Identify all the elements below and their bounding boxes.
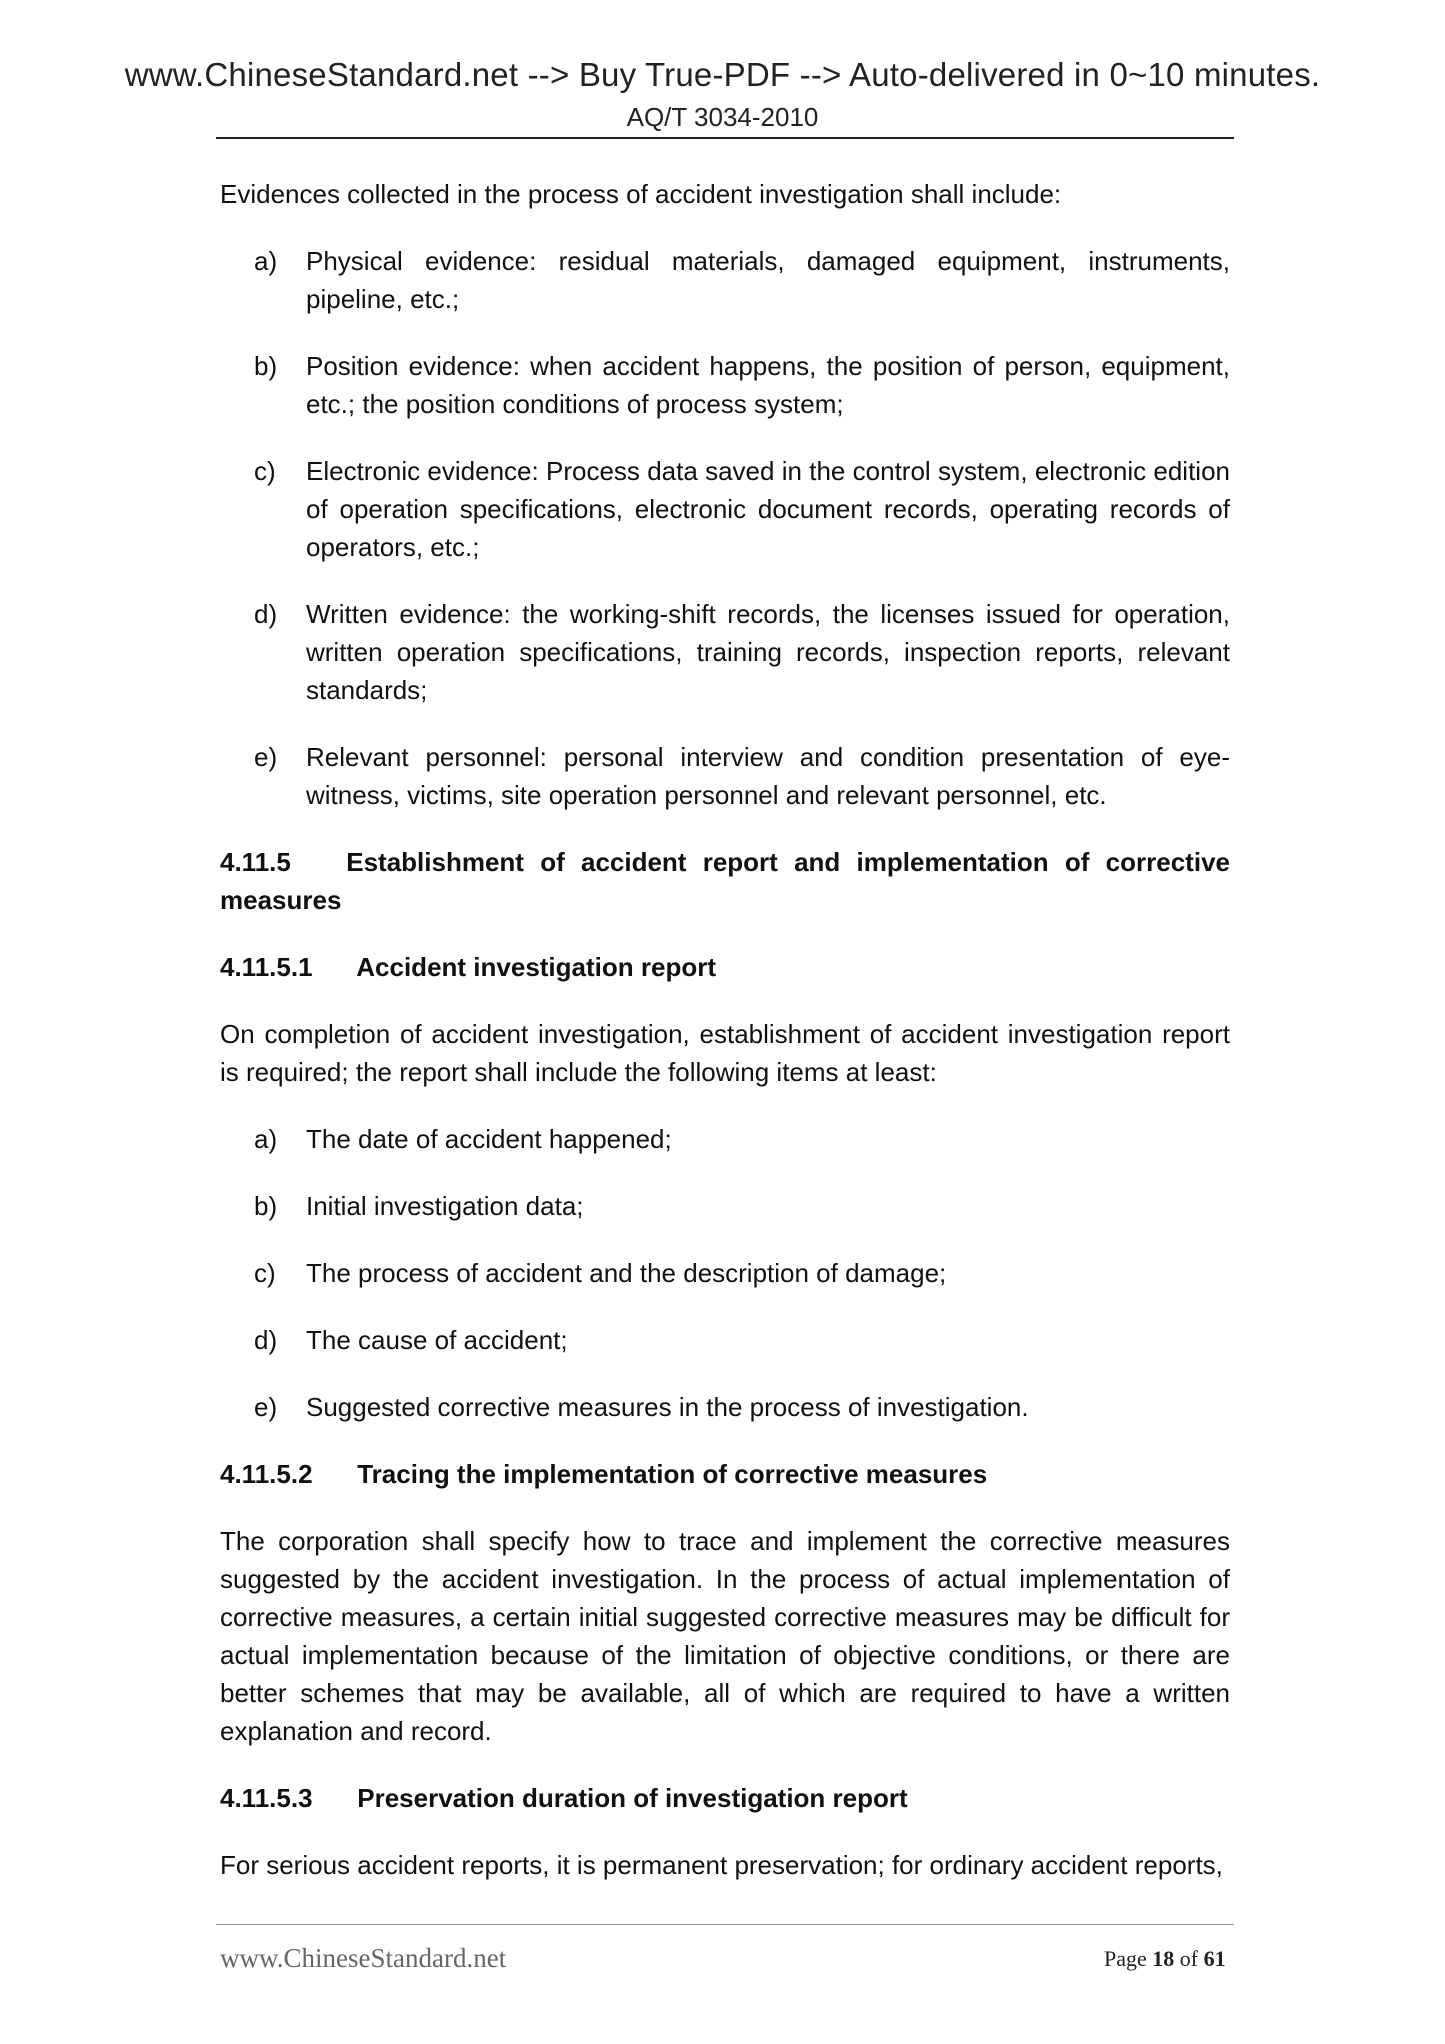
list-marker: b)	[254, 1191, 278, 1221]
section-body: On completion of accident investigation, establishment of accident investigation report is required; the report shall include the following items at least:	[220, 1019, 1230, 1087]
section-title: Establishment of accident report and implementation of corrective measures	[220, 847, 1230, 915]
list-marker: b)	[254, 351, 278, 381]
list-item	[220, 1388, 1230, 1426]
list-item-text: The process of accident and the description of damage;	[306, 1258, 947, 1288]
list-item	[220, 738, 1230, 814]
list-marker: e)	[254, 742, 278, 772]
section-body: The corporation shall specify how to trace and implement the corrective measures suggested by the accident investigation. In the process of actual implementation of corrective measures, a certain initial suggested corrective measures may be difficult for actual implementation because of the limitation of objective conditions, or there are better schemes that may be available, all of which are required to have a written explanation and record.	[220, 1526, 1230, 1746]
section-title: Accident investigation report	[356, 952, 716, 982]
section-number: 4.11.5.3	[220, 1783, 313, 1813]
section-title: Preservation duration of investigation report	[357, 1783, 908, 1813]
list-item-text: Physical evidence: residual materials, damaged equipment, instruments, pipeline, etc.;	[306, 246, 1230, 314]
section-number: 4.11.5.2	[220, 1459, 313, 1489]
list-item	[220, 242, 1230, 318]
list-item	[220, 1254, 1230, 1292]
section-heading-4-11-5-2	[220, 1455, 1230, 1493]
footer-divider	[216, 1924, 1234, 1925]
section-number: 4.11.5.1	[220, 952, 313, 982]
list-item-text: Written evidence: the working-shift records, the licenses issued for operation, written operation specifications, training records, inspection reports, relevant standards;	[306, 599, 1230, 705]
footer-site-link[interactable]: www.ChineseStandard.net	[220, 1943, 507, 1973]
section-heading-4-11-5-1	[220, 948, 1230, 986]
top-banner-link[interactable]: www.ChineseStandard.net --> Buy True-PDF --> Auto-delivered in 0~10 minutes.	[124, 56, 1321, 93]
list-item	[220, 452, 1230, 566]
list-item-text: Suggested corrective measures in the process of investigation.	[306, 1392, 1029, 1422]
section-number: 4.11.5	[220, 847, 291, 877]
section-heading-4-11-5	[220, 843, 1230, 919]
evidence-intro: Evidences collected in the process of accident investigation shall include:	[220, 179, 1062, 209]
document-body	[220, 175, 1230, 1913]
section-title: Tracing the implementation of corrective measures	[357, 1459, 988, 1489]
list-item-text: Electronic evidence: Process data saved in the control system, electronic edition of operation specifications, electronic document records, operating records of operators, etc.;	[306, 456, 1230, 562]
list-item-text: The date of accident happened;	[306, 1124, 672, 1154]
report-items-list	[220, 1120, 1230, 1426]
list-marker: c)	[254, 456, 276, 486]
of-label: of	[1179, 1946, 1199, 1971]
page-indicator	[1104, 1946, 1226, 1972]
header-divider	[216, 137, 1234, 139]
list-marker: d)	[254, 1325, 278, 1355]
page-number: 18	[1152, 1946, 1175, 1971]
list-marker: a)	[254, 246, 278, 276]
list-item	[220, 1321, 1230, 1359]
section-body: For serious accident reports, it is permanent preservation; for ordinary accident reports,	[220, 1850, 1223, 1880]
list-item	[220, 595, 1230, 709]
list-marker: d)	[254, 599, 278, 629]
evidence-list	[220, 242, 1230, 814]
list-item	[220, 1120, 1230, 1158]
page-label: Page	[1104, 1946, 1147, 1971]
list-item	[220, 347, 1230, 423]
list-item-text: Relevant personnel: personal interview and condition presentation of eye-witness, victims, site operation personnel and relevant personnel, etc.	[306, 742, 1230, 810]
list-marker: c)	[254, 1258, 276, 1288]
list-marker: e)	[254, 1392, 278, 1422]
list-item-text: Initial investigation data;	[306, 1191, 584, 1221]
section-heading-4-11-5-3	[220, 1779, 1230, 1817]
list-item-text: The cause of accident;	[306, 1325, 568, 1355]
list-item-text: Position evidence: when accident happens, the position of person, equipment, etc.; the position conditions of process system;	[306, 351, 1230, 419]
list-item	[220, 1187, 1230, 1225]
document-code: AQ/T 3034-2010	[626, 102, 819, 132]
page-total: 61	[1203, 1946, 1226, 1971]
list-marker: a)	[254, 1124, 278, 1154]
